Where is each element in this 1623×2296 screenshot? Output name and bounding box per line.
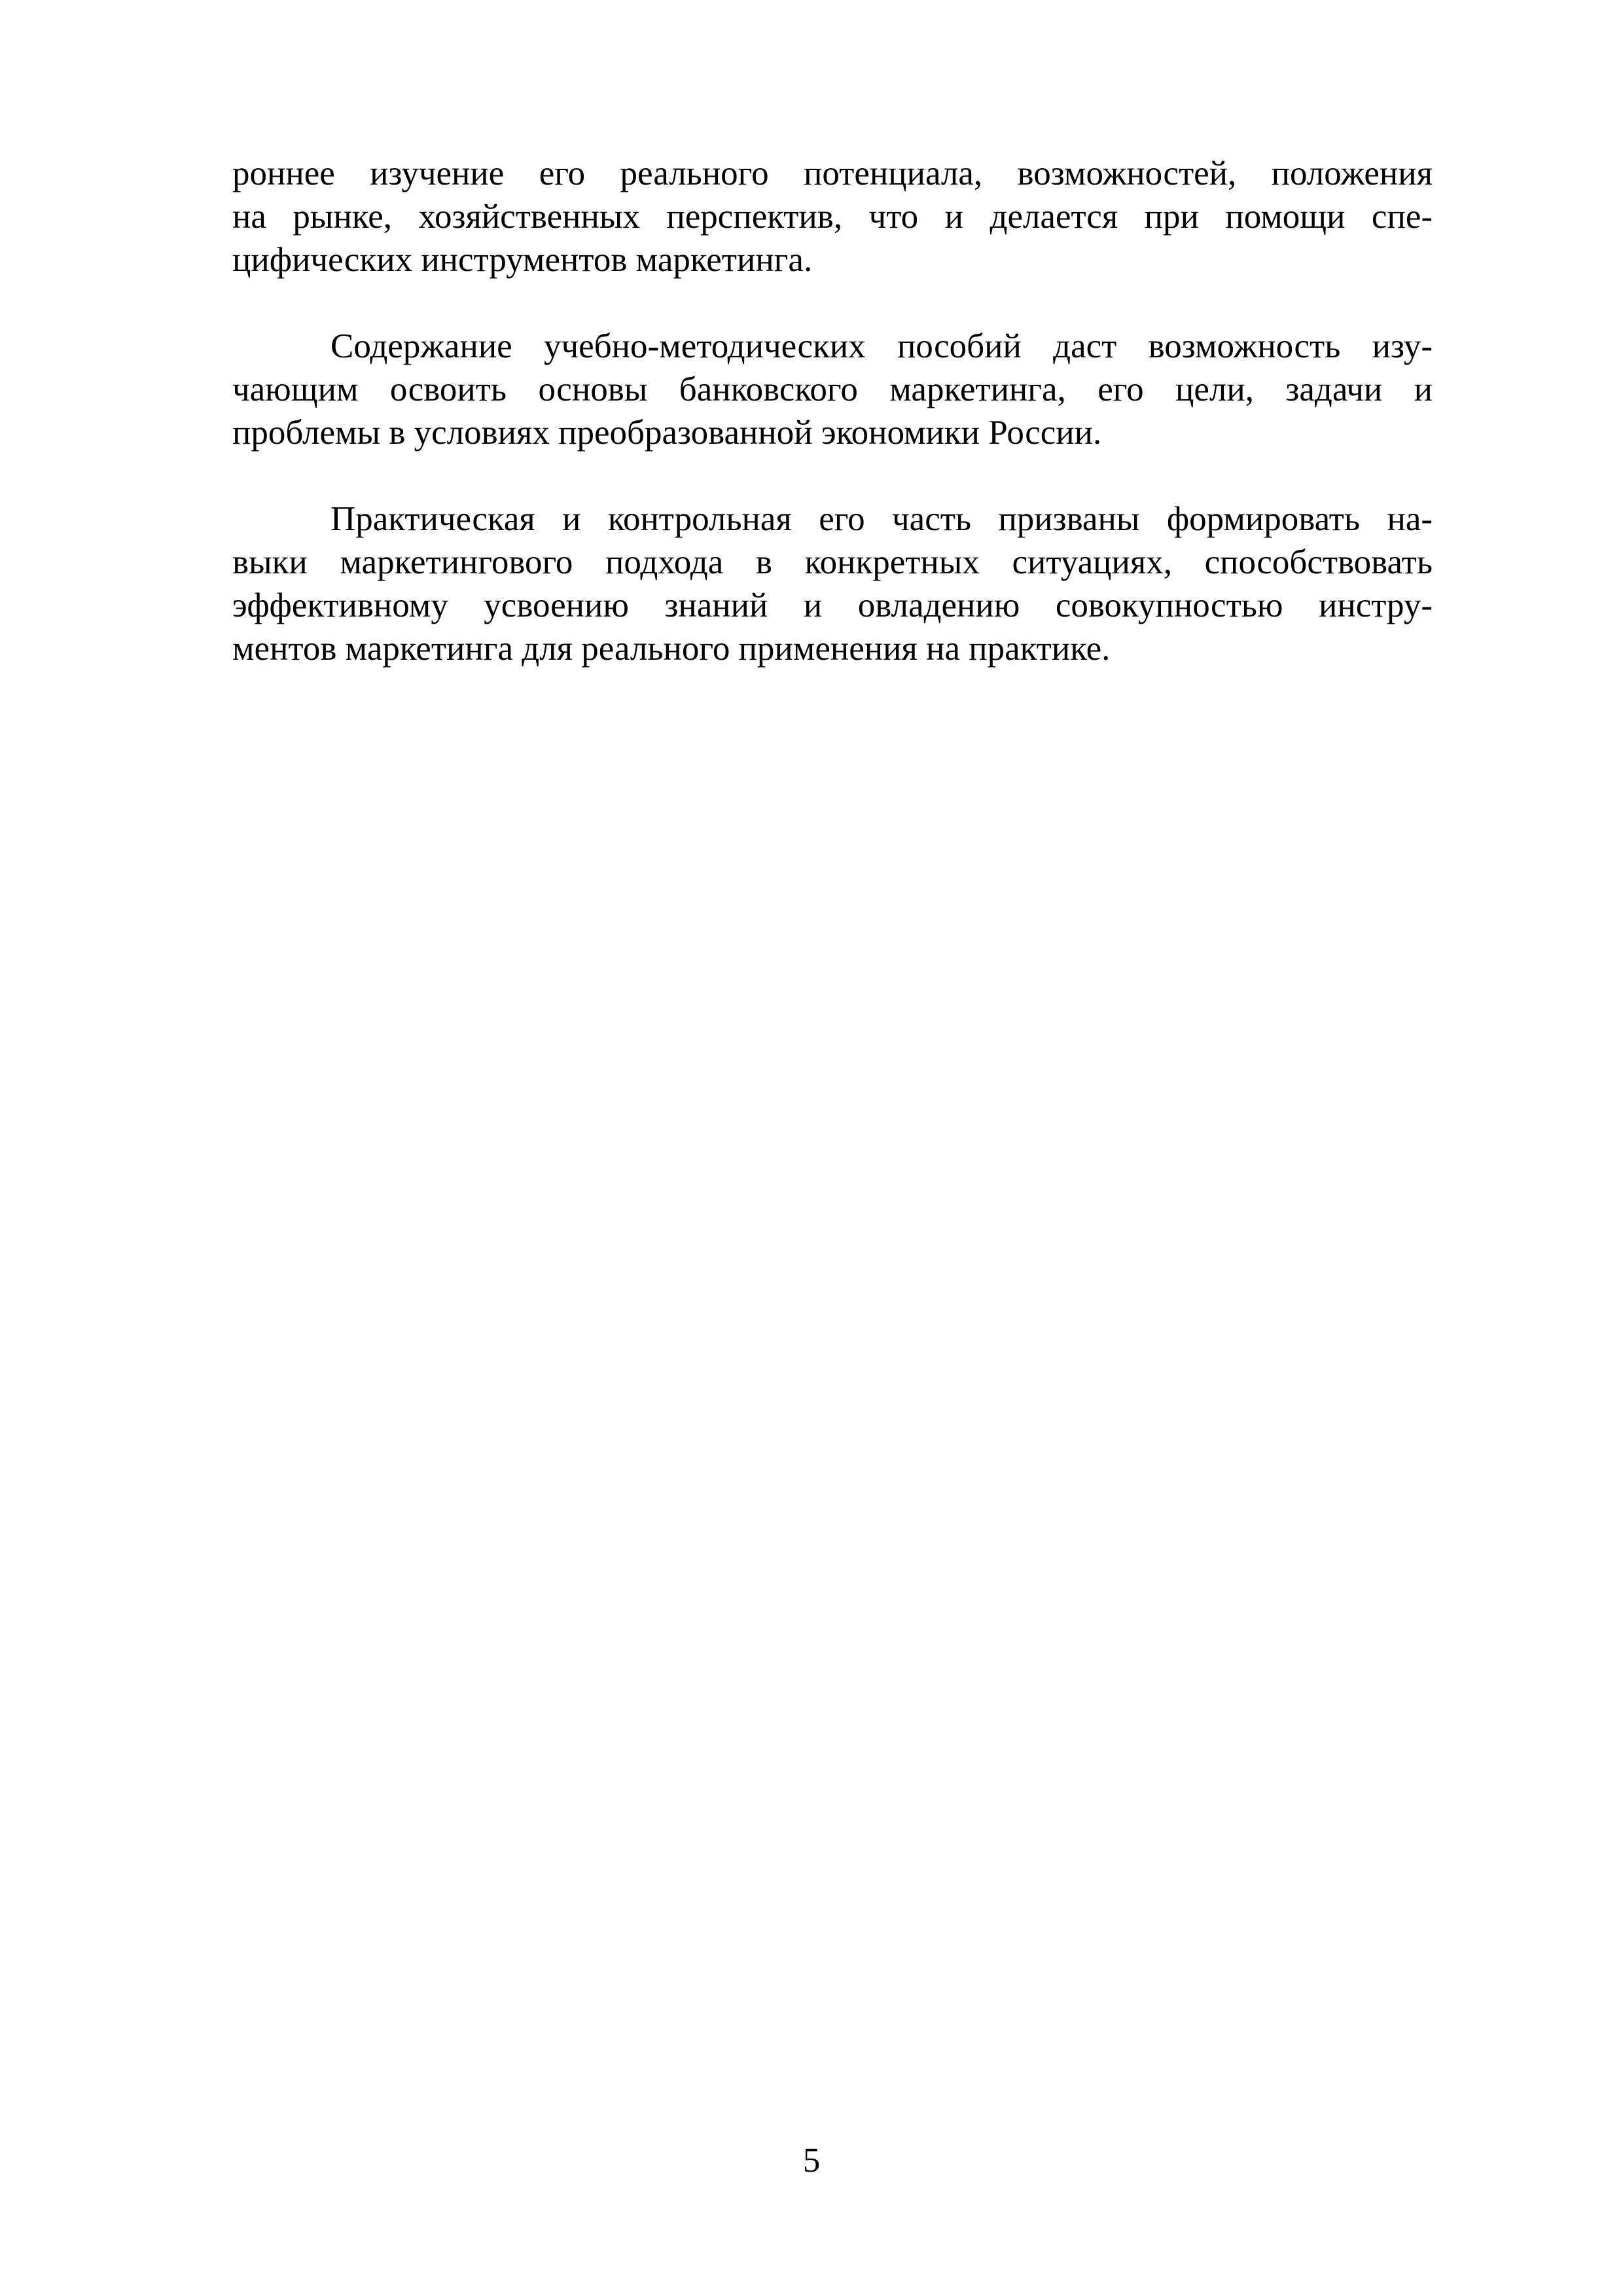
paragraph-spacer — [232, 281, 1433, 325]
text-line: роннее изучение его реального потенциала, возможностей, положения — [232, 154, 1433, 192]
paragraph-2 — [232, 325, 1433, 454]
text-line: проблемы в условиях преобразованной экономики России. — [232, 414, 1102, 452]
text-line: на рынке, хозяйственных перспектив, что и делается при помощи спе- — [232, 198, 1433, 236]
text-line: ментов маркетинга для реального применения на практике. — [232, 630, 1111, 668]
text-line: чающим освоить основы банковского маркетинга, его цели, задачи и — [232, 370, 1433, 408]
body-text — [232, 152, 1433, 670]
paragraph-spacer — [232, 454, 1433, 497]
paragraph-1 — [232, 152, 1433, 281]
text-line: цифических инструментов маркетинга. — [232, 241, 813, 279]
text-line: Практическая и контрольная его часть призваны формировать на- — [330, 500, 1433, 538]
page-number: 5 — [802, 2142, 821, 2179]
text-line: выки маркетингового подхода в конкретных ситуациях, способствовать — [232, 543, 1433, 581]
text-line: Содержание учебно-методических пособий даст возможность изу- — [330, 327, 1433, 365]
paragraph-3 — [232, 497, 1433, 670]
text-line: эффективному усвоению знаний и овладению совокупностью инстру- — [232, 586, 1433, 624]
